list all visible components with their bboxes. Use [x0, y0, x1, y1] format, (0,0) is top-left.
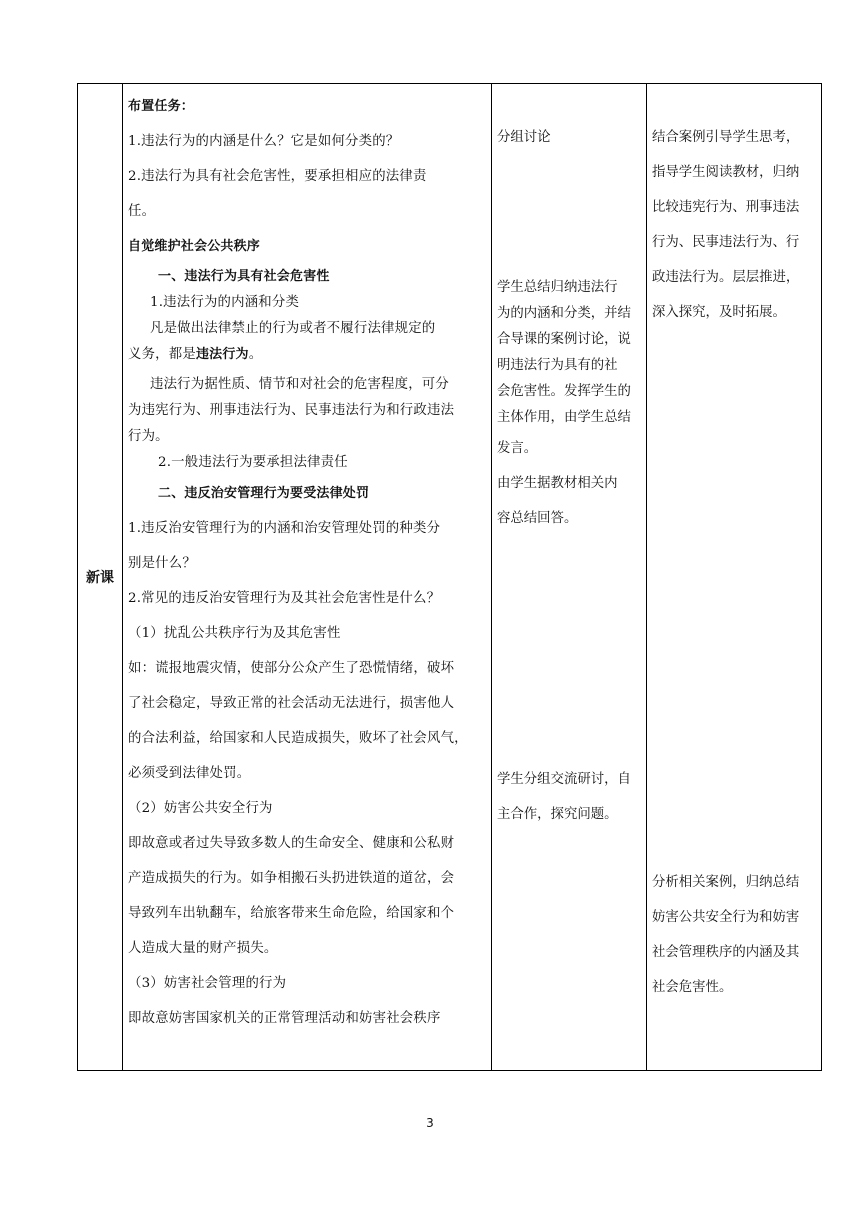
subsection-2-title: （2）妨害公共安全行为: [128, 801, 273, 816]
teacher-activity-guide: 结合案例引导学生思考，: [652, 130, 800, 145]
student-activity-summary-5: 会危害性。发挥学生的: [497, 384, 631, 399]
topic-title: 自觉维护社会公共秩序: [128, 239, 261, 254]
student-activity-summary-7: 发言。: [497, 441, 538, 456]
section-2-question-1: 1.违反治安管理行为的内涵和治安管理处罚的种类分: [128, 521, 441, 536]
subsection-2-definition-4: 人造成大量的财产损失。: [128, 941, 278, 956]
subsection-1-example-2: 了社会稳定，导致正常的社会活动无法进行，损害他人: [128, 696, 455, 711]
defined-term: 违法行为: [195, 347, 249, 362]
subsection-3-title: （3）妨害社会管理的行为: [128, 976, 287, 991]
stage-cell: [78, 84, 123, 1071]
student-activity-discuss: 分组讨论: [497, 130, 551, 145]
task-question-2-cont: 任。: [128, 204, 156, 219]
classification-paragraph: 违法行为据性质、情节和对社会的危害程度，可分: [150, 377, 449, 392]
teacher-activity-analysis: 分析相关案例，归纳总结: [652, 875, 800, 890]
teacher-activity-cell: [647, 84, 822, 1071]
teacher-activity-guide-5: 政违法行为。层层推进，: [652, 270, 800, 285]
teacher-activity-analysis-3: 社会管理秩序的内涵及其: [652, 945, 800, 960]
section-1-item-1: 1.违法行为的内涵和分类: [150, 295, 300, 310]
student-activity-answer: 由学生据教材相关内: [497, 476, 618, 491]
section-2-title: 二、违反治安管理行为要受法律处罚: [158, 486, 370, 501]
subsection-2-definition-3: 导致列车出轨翻车，给旅客带来生命危险，给国家和个: [128, 906, 455, 921]
teacher-activity-guide-2: 指导学生阅读教材，归纳: [652, 165, 800, 180]
student-activity-cell: [492, 84, 647, 1071]
classification-paragraph-end: 行为。: [128, 429, 169, 444]
subsection-2-definition-2: 产造成损失的行为。如争相搬石头扔进铁道的道岔，会: [128, 871, 455, 886]
subsection-1-example: 如：谎报地震灾情，使部分公众产生了恐慌情绪，破坏: [128, 661, 455, 676]
stage-label: 新课: [86, 570, 114, 586]
spacer: [497, 536, 642, 762]
subsection-1-title: （1）扰乱公共秩序行为及其危害性: [128, 626, 341, 641]
teacher-activity-guide-4: 行为、民事违法行为、行: [652, 235, 800, 250]
task-title: 布置任务：: [128, 99, 195, 114]
section-1-title: 一、违法行为具有社会危害性: [158, 269, 330, 284]
student-activity-summary-4: 明违法行为具有的社: [497, 358, 618, 373]
teacher-activity-guide-6: 深入探究，及时拓展。: [652, 305, 786, 320]
definition-paragraph-cont: [128, 342, 487, 368]
definition-paragraph: 凡是做出法律禁止的行为或者不履行法律规定的: [150, 321, 436, 336]
definition-text-end: 。: [248, 347, 263, 362]
teacher-activity-guide-3: 比较违宪行为、刑事违法: [652, 200, 800, 215]
task-question-1: 1.违法行为的内涵是什么？它是如何分类的？: [128, 134, 400, 149]
lesson-plan-table: [77, 83, 822, 1071]
student-activity-summary-6: 主体作用，由学生总结: [497, 410, 631, 425]
subsection-2-definition: 即故意或者过失导致多数人的生命安全、健康和公私财: [128, 836, 455, 851]
student-activity-summary-3: 合导课的案例讨论，说: [497, 332, 631, 347]
subsection-1-example-3: 的合法利益，给国家和人民造成损失，败坏了社会风气，: [128, 731, 468, 746]
section-2-question-1-cont: 别是什么？: [128, 556, 196, 571]
spacer: [652, 330, 817, 865]
student-activity-summary: 学生总结归纳违法行: [497, 280, 618, 295]
page-number: 3: [426, 1116, 434, 1130]
task-question-2: 2.违法行为具有社会危害性，要承担相应的法律责: [128, 169, 427, 184]
spacer: [497, 155, 642, 275]
subsection-1-example-4: 必须受到法律处罚。: [128, 766, 251, 781]
student-activity-answer-2: 容总结回答。: [497, 511, 578, 526]
student-activity-group: 学生分组交流研讨，自: [497, 772, 631, 787]
classification-paragraph-cont: 为违宪行为、刑事违法行为、民事违法行为和行政违法: [128, 403, 455, 418]
teacher-activity-analysis-2: 妨害公共安全行为和妨害: [652, 910, 800, 925]
student-activity-summary-2: 为的内涵和分类，并结: [497, 306, 631, 321]
section-1-item-2: 2.一般违法行为要承担法律责任: [158, 455, 348, 470]
section-2-question-2: 2.常见的违反治安管理行为及其社会危害性是什么？: [128, 591, 441, 606]
teacher-activity-analysis-4: 社会危害性。: [652, 980, 733, 995]
subsection-3-definition: 即故意妨害国家机关的正常管理活动和妨害社会秩序: [128, 1011, 441, 1026]
student-activity-group-2: 主合作，探究问题。: [497, 807, 618, 822]
teaching-content-cell: [123, 84, 492, 1071]
definition-text: 义务，都是: [128, 347, 196, 362]
table-row: [78, 84, 822, 1071]
